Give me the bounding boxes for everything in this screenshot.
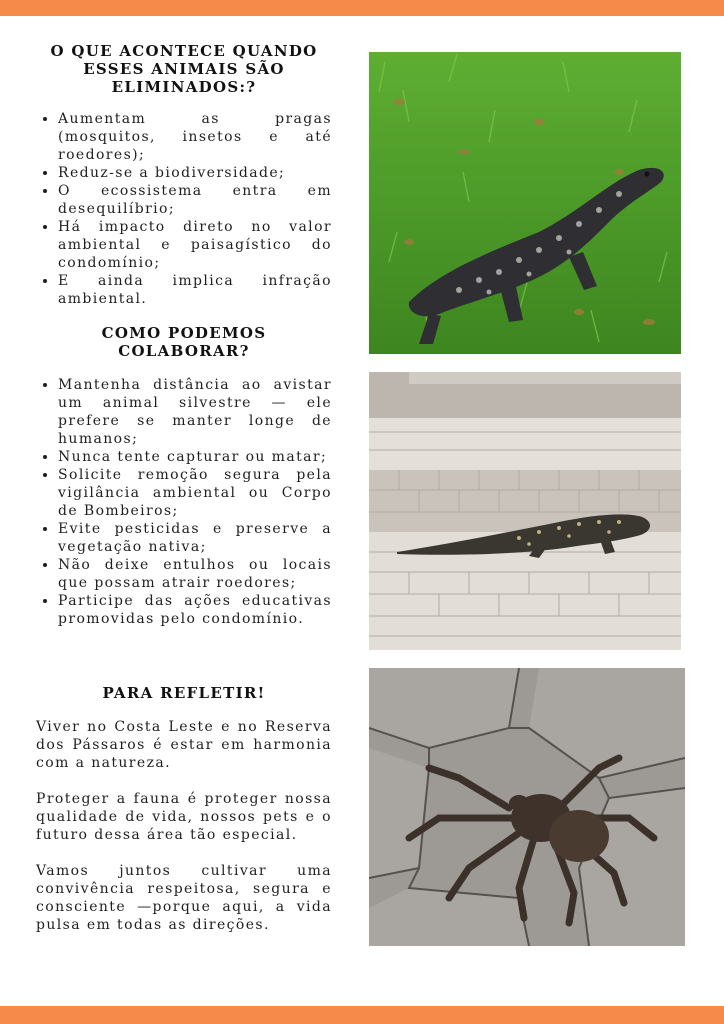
lizard-pavement-photo	[369, 372, 681, 650]
list-item: • Reduz-se a biodiversidade;	[58, 164, 332, 182]
section-collaborate-title: COMO PODEMOS COLABORAR?	[101, 324, 267, 360]
list-item: • Solicite remoção segura pela vigilância ambiental ou Corpo de Bombeiros;	[58, 466, 332, 520]
list-item: • O ecossistema entra em desequilíbrio;	[58, 182, 332, 218]
list-item: • E ainda implica infração ambiental.	[58, 272, 332, 308]
list-item: • Evite pesticidas e preserve a vegetação nativa;	[58, 520, 332, 556]
list-item: • Não deixe entulhos ou locais que possam atrair roedores;	[58, 556, 332, 592]
collaborate-list	[36, 376, 332, 628]
reflect-paragraph: Proteger a fauna é proteger nossa qualidade de vida, nossos pets e o futuro dessa área tão especial.	[36, 791, 332, 843]
section-reflect	[36, 684, 332, 934]
eliminated-list	[36, 110, 332, 308]
bottom-accent-bar	[0, 1006, 724, 1024]
section-eliminated	[36, 42, 332, 308]
list-item: • Há impacto direto no valor ambiental e paisagístico do condomínio;	[58, 218, 332, 272]
reflect-paragraph: Vamos juntos cultivar uma convivência respeitosa, segura e consciente —porque aqui, a vida pulsa em todas as direções.	[36, 863, 332, 933]
list-item: • Nunca tente capturar ou matar;	[58, 448, 332, 466]
list-item: • Mantenha distância ao avistar um animal silvestre — ele prefere se manter longe de humanos;	[58, 376, 332, 448]
reflect-paragraph: Viver no Costa Leste e no Reserva dos Pássaros é estar em harmonia com a natureza.	[36, 719, 332, 771]
tarantula-photo	[369, 668, 685, 946]
top-accent-bar	[0, 0, 724, 16]
list-item: • Aumentam as pragas (mosquitos, insetos e até roedores);	[58, 110, 332, 164]
list-item: • Participe das ações educativas promovidas pelo condomínio.	[58, 592, 332, 628]
section-eliminated-title: O QUE ACONTECE QUANDO ESSES ANIMAIS SÃO ELIMINADOS:?	[50, 42, 318, 96]
lizard-grass-photo	[369, 52, 681, 354]
section-collaborate	[36, 324, 332, 628]
section-reflect-title: PARA REFLETIR!	[102, 684, 266, 702]
